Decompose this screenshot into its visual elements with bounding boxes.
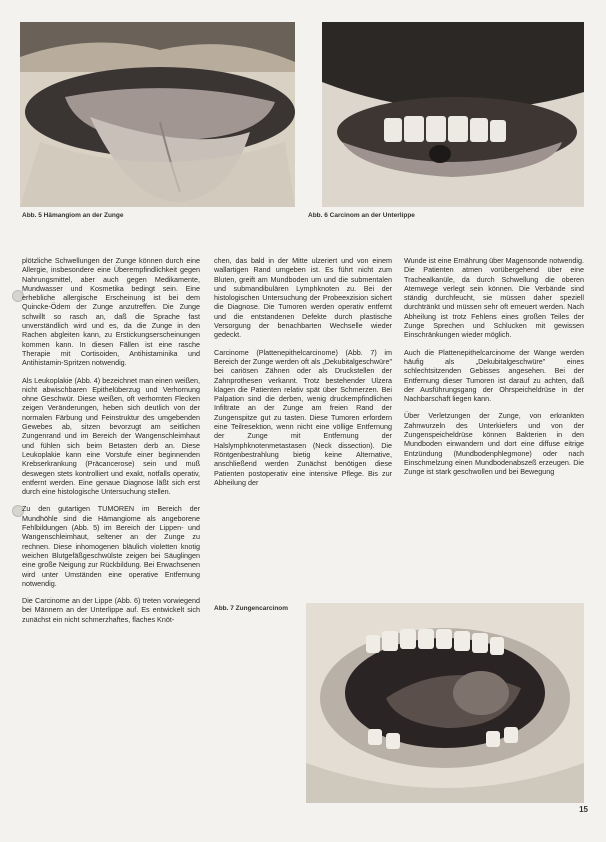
text-column-2	[214, 256, 392, 495]
figure-6-caption: Abb. 6 Carcinom an der Unterlippe	[308, 212, 415, 219]
figure-5-photo	[20, 22, 295, 207]
col2-paragraph-2: Carcinome (Plattenepithelcarcinome) (Abb. 7) im Bereich der Zunge werden oft als „Dekubitalgeschwüre" bei cariösen Zähnen oder als Druckstellen der Zahnprothesen verkannt. Trotz bestehender Ulzera klagen die Patienten relativ spät über Schmerzen. Bei Palpation sind die derben, wenig druckempfindlichen Infiltrate an der Zunge am freien Rand der Zungenspitze gut zu tasten. Diese Tumoren erfordern eine Teilresektion, wenn nicht eine völlige Entfernung der Zunge mit Entfernung der Halslymphknotenmetastasen (Neck dissection). Die Röntgenbestrahlung bietig keine Alternative, anschließend werden Zunächst benötigen diese Patienten postoperativ eine intensive Pflege. Bis zur Abheilung der	[214, 347, 392, 487]
figure-6-photo	[322, 22, 584, 207]
text-column-3	[404, 256, 584, 485]
col3-paragraph-1: Wunde ist eine Ernährung über Magensonde notwendig. Die Patienten atmen vorübergehend über eine Trachealkanüle, da durch Schwellung die oberen Atemwege verlegt sein können. Die Verbände sind ständig durchfeucht, sie müssen daher speziell durchtränkt und müssen sehr oft erneuert werden. Nach Abheilung ist trotz Fehlens eines großen Teiles der Zunge Sprechen und Schlucken mit gewissen Einschränkungen wieder möglich.	[404, 256, 584, 340]
col1-paragraph-1: plötzliche Schwellungen der Zunge können durch eine Allergie, insbesondere eine Überempfindlichkeit gegen Nahrungsmittel, aber auch gegen Medikamente, Mundwasser und Kosmetika bedingt sein. Eine erhebliche allergische Erscheinung ist bei dem Quincke-Ödem der Zunge anzutreffen. Die Zunge schwillt so rasch an, daß die Sprache fast unverständlich wird und es, da die Zunge in den Rachen abgleiten kann, zu Erstickungserscheinungen kommen kann. In diesen Fällen ist eine rasche Therapie mit Cortisoiden, Antihistaminika und Antihistamin-Spritzen notwendig.	[22, 256, 200, 368]
col2-paragraph-1: chen, das bald in der Mitte ulzeriert und von einem wallartigen Rand umgeben ist. Es führt nicht zum Bluten, greift am Mundboden um und die submentalen und submandibulären Lymphknoten zu. Bei der histologischen Untersuchung der Probeexzision sichert die Diagnose. Die Tumoren werden operativ entfernt und die entstandenen Defekte durch plastische Versorgung der benachbarten Wechselle wieder gedeckt.	[214, 256, 392, 340]
col1-paragraph-4: Die Carcinome an der Lippe (Abb. 6) treten vorwiegend bei Männern an der Unterlippe auf. Es entwickelt sich zunächst ein nicht schmerzhaftes, flaches Knöt-	[22, 596, 200, 624]
figure-5-caption: Abb. 5 Hämangiom an der Zunge	[22, 212, 124, 219]
figure-7-photo	[306, 603, 584, 803]
col3-paragraph-3: Über Verletzungen der Zunge, von erkrankten Zahnwurzeln des Unterkiefers und von der Zungenspeicheldrüse können Bakterien in den Mundboden einwandern und dort eine diffuse eitrige Entzündung (Mundbodenphlegmone) oder nach Einschmelzung einen Mundbodenabszeß erzeugen. Die Zunge ist stark geschwollen und bei Bewegung	[404, 411, 584, 477]
figure-7-caption: Abb. 7 Zungencarcinom	[214, 605, 289, 612]
text-column-1	[22, 256, 200, 632]
col1-paragraph-2: Als Leukoplakie (Abb. 4) bezeichnet man einen weißen, nicht abwischbaren Epithelüberzug und Verhornung ohne Geschwür. Diese weißen, oft verhornten Flecken zeigen Veränderungen, heben sich deutlich von der normalen Färbung und Feinstruktur des umgebenden Gewebes ab, sitzen bevorzugt am seitlichen Zungenrand und im Bereich der Wangenschleimhaut und fühlen sich beim Betasten derb an. Diese Leukoplakie kann eine Vorstufe einer beginnenden Krebserkrankung (Präcancerose) sein und muß deswegen stets kontrolliert und exakt, notfalls operativ, entfernt werden. Eine genaue Diagnose läßt sich erst durch eine histologische Untersuchung stellen.	[22, 375, 200, 497]
col3-paragraph-2: Auch die Plattenepithelcarcinome der Wange werden häufig als „Dekubitalgeschwüre" eines schlechtsitzenden Gebisses angesehen. Bei der Entfernung dieser Tumoren ist darauf zu achten, daß der Ausführungsgang der Ohrspeicheldrüse in der Nachbarschaft liegen kann.	[404, 347, 584, 404]
col1-paragraph-3: Zu den gutartigen TUMOREN im Bereich der Mundhöhle sind die Hämangiome als angeborene Fehlbildungen (Abb. 5) im Bereich der Lippen- und Wangenschleimhaut, seltener an der Zunge zu rechnen. Diese inhomogenen bläulich violetten knotig weichen Blutgefäßgeschwülste zeigen bei Säuglingen eine große Neigung zur Rückbildung. Bei Erwachsenen wird unter Umständen eine operative Entfernung notwendig.	[22, 504, 200, 588]
page-number: 15	[579, 805, 588, 814]
